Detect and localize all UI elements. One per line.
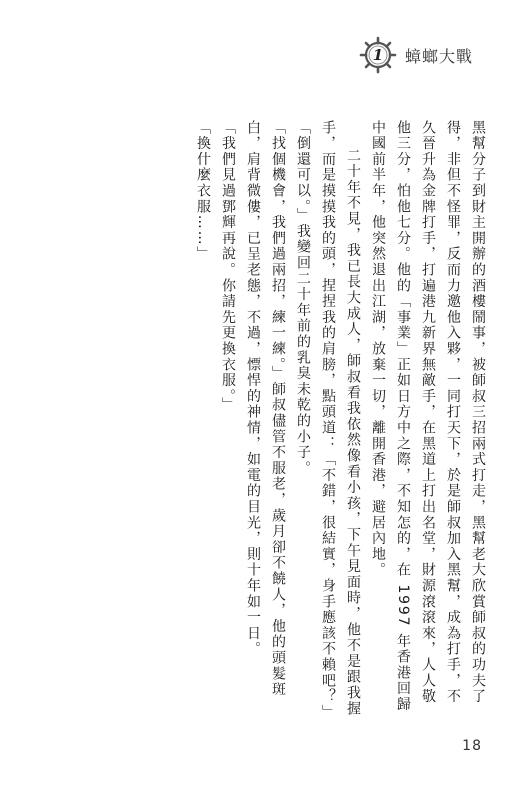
paragraph-5: 「我們見過鄧輝再說。你請先更換衣服。」 <box>220 120 236 414</box>
paragraph-4: 「找個機會，我們過兩招，練一練。」師叔儘管不服老，歲月卻不饒人，他的頭髮斑白，肩背微僂，已呈老態，不過，慓悍的神情，如電的目光，則十年如一日。 <box>245 120 286 698</box>
page-number: 18 <box>462 738 482 754</box>
paragraph-1: 黑幫分子到財主開辦的酒樓鬧事，被師叔三招兩式打走，黑幫老大欣賞師叔的功夫了得，非但不怪罪，反而力邀他入夥，一同打天下，於是師叔加入黑幫，成為打手，不久晉升為金牌打手，打遍港九新界無敵手，在黑道上打出名堂，財源滾滾來，人人敬他三分，怕他七分。他的「事業」正如日方中之際，不知怎的，在 1997 年香港回歸中國前半年，他突然退出江湖，放棄一切，離開香港，避居內地。 <box>370 120 486 713</box>
chapter-number: 1 <box>372 46 384 64</box>
paragraph-3: 「倒還可以。」我變回二十年前的乳臭未乾的小子。 <box>295 120 311 477</box>
paragraph-2: 二十年不見，我已長大成人，師叔看我依然像看小孩，下午見面時，他不是跟我握手，而是摸摸我的頭，捏捏我的肩膀，點頭道：「不錯，很結實，身手應該不賴吧？」 <box>320 120 361 721</box>
chapter-title: 蟑螂大戰 <box>404 46 473 66</box>
body-text <box>60 120 490 720</box>
chapter-badge <box>359 36 397 74</box>
paragraph-6: 「換什麼衣服……」 <box>195 120 211 263</box>
chapter-header <box>359 36 473 74</box>
